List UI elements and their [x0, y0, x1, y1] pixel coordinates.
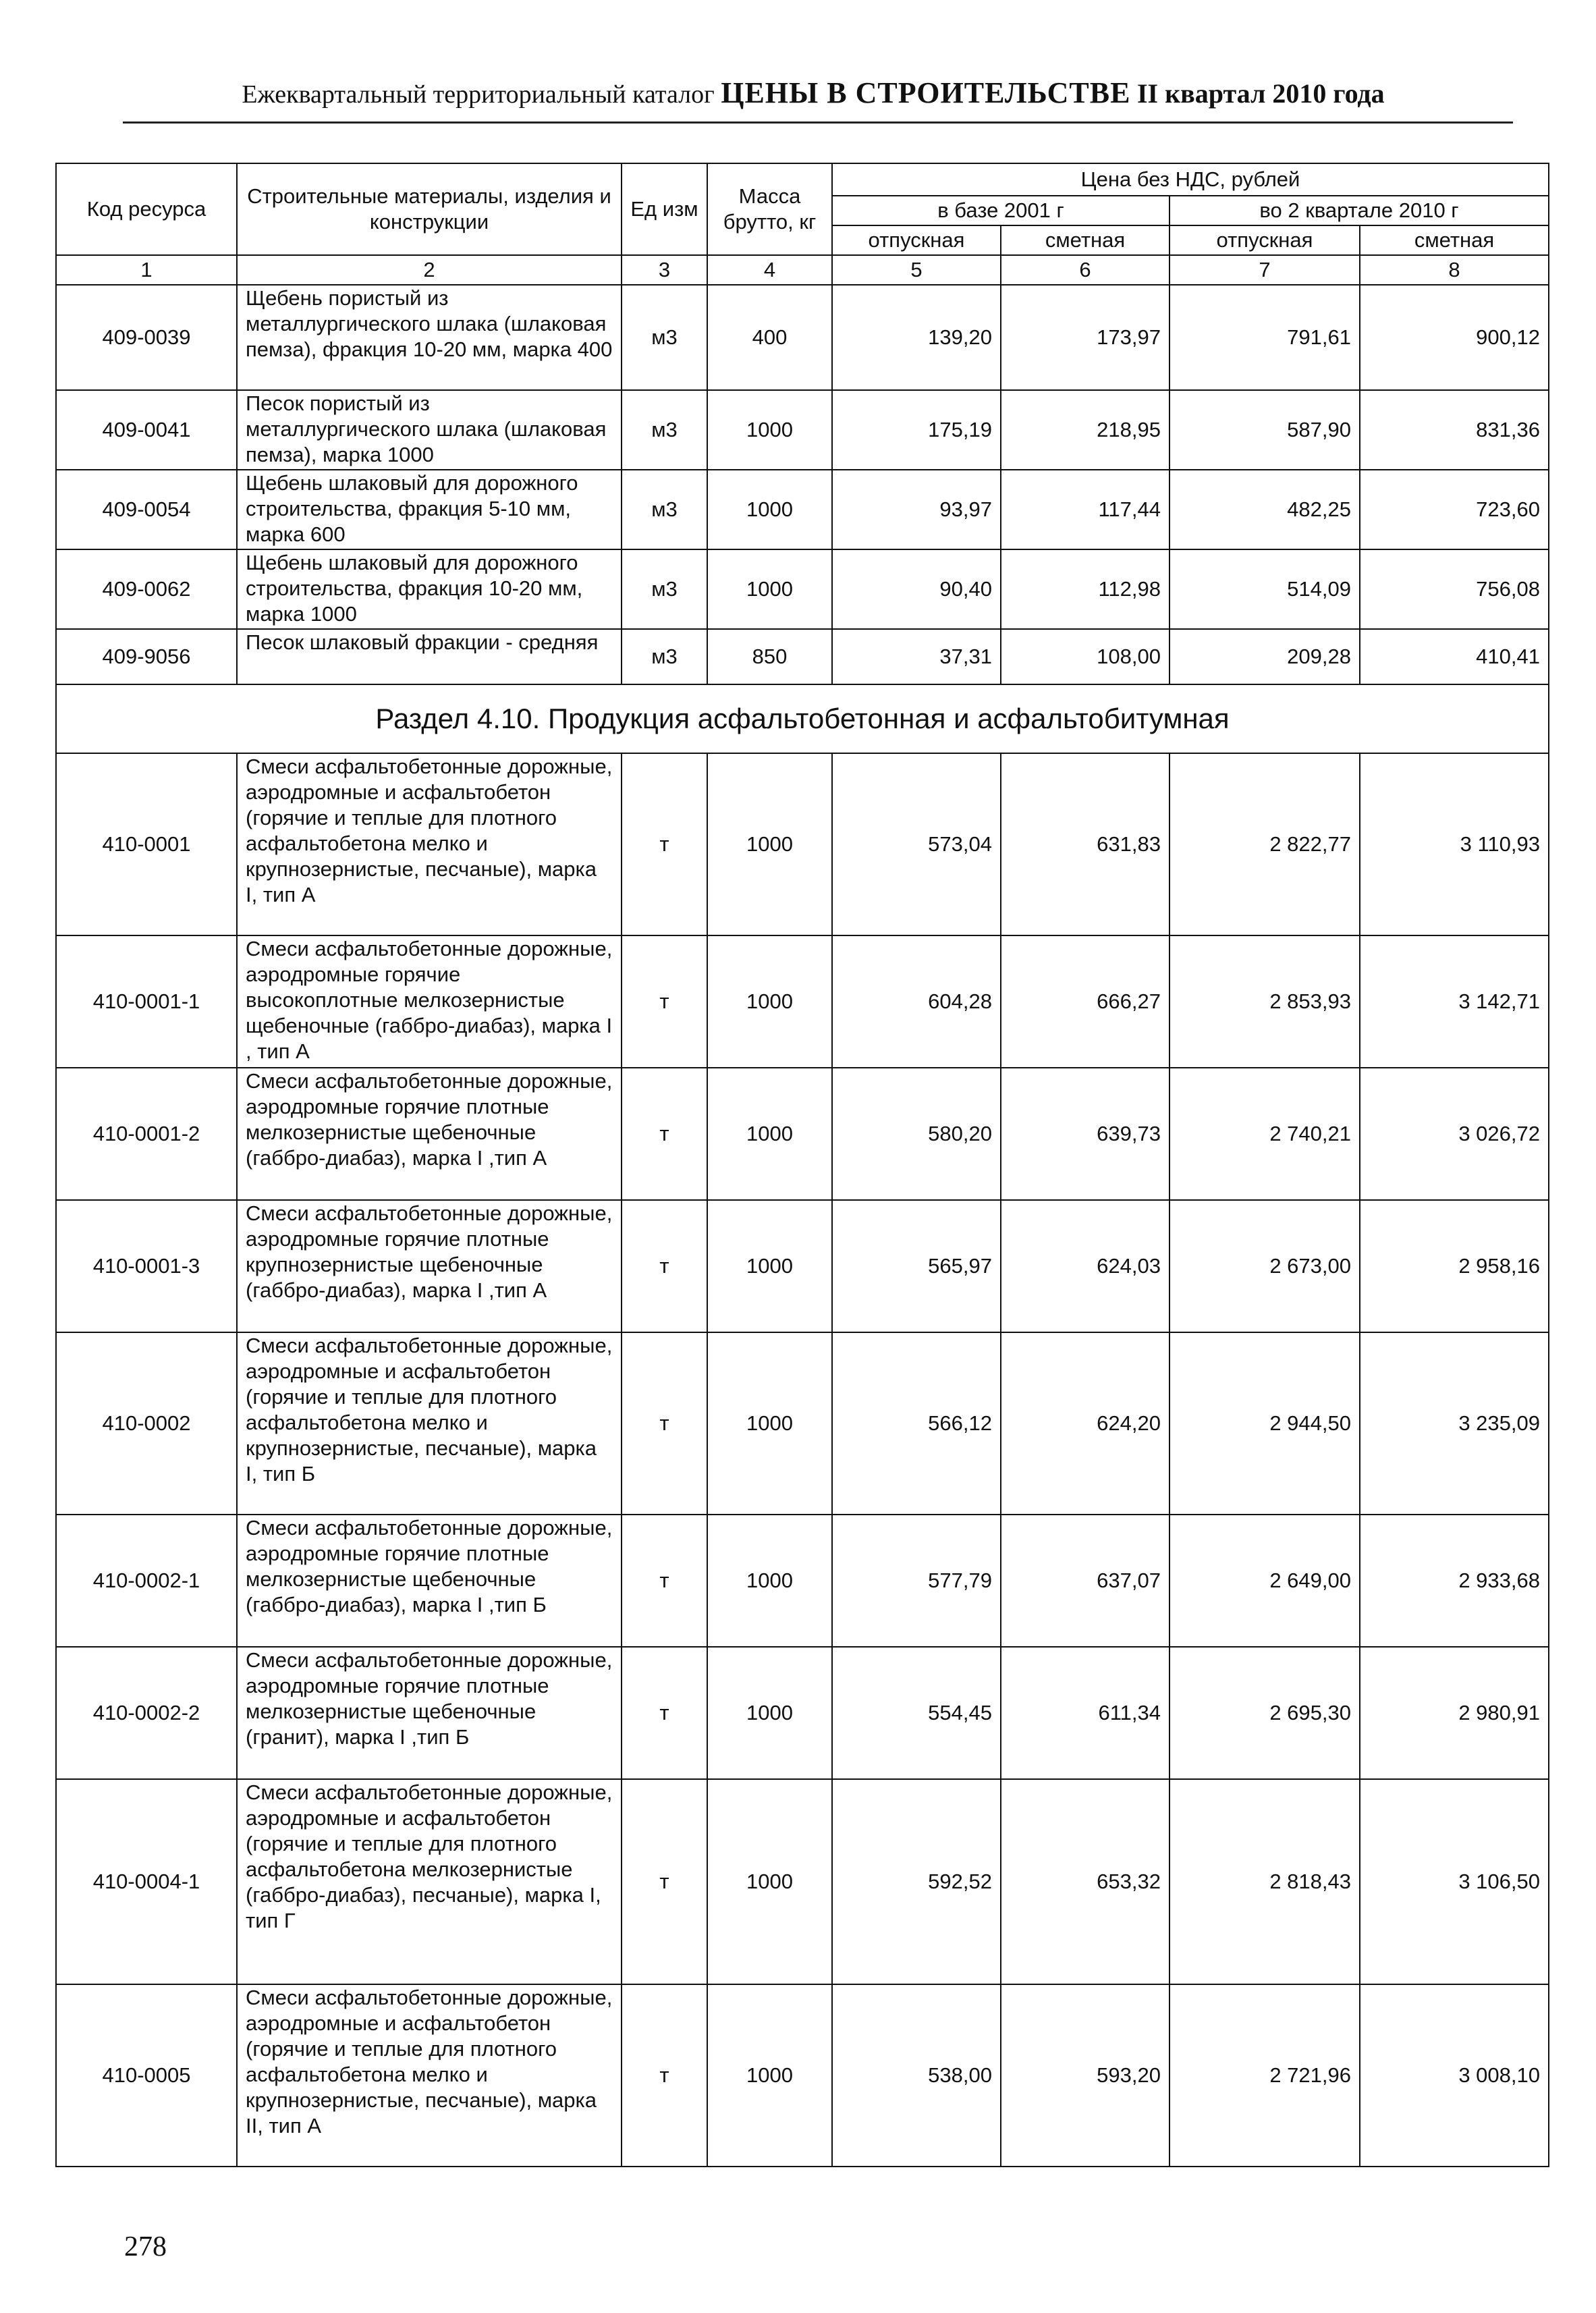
price-release-2010: 2 822,77 [1170, 753, 1360, 935]
material-name: Смеси асфальтобетонные дорожные, аэродромные горячие плотные мелкозернистые щебеночные (габбро-диабаз), марка I ,тип А [237, 1068, 622, 1200]
mass-cell: 1000 [707, 1515, 832, 1647]
price-release-2001: 565,97 [832, 1200, 1001, 1332]
material-name: Щебень шлаковый для дорожного строительства, фракция 5-10 мм, марка 600 [237, 470, 622, 549]
mass-cell: 850 [707, 629, 832, 684]
price-release-2001: 604,28 [832, 935, 1001, 1068]
unit-cell: м3 [622, 390, 707, 470]
table-header [56, 163, 1549, 285]
material-name: Смеси асфальтобетонные дорожные, аэродромные и асфальтобетон (горячие и теплые для плотного асфальтобетона мелко и крупнозернистые, песчаные), марка I, тип Б [237, 1332, 622, 1515]
resource-code: 409-0062 [56, 549, 237, 629]
catalog-prefix: Ежеквартальный территориальный каталог [242, 80, 715, 109]
price-estimate-2001: 624,20 [1001, 1332, 1170, 1515]
catalog-quarter: II квартал 2010 года [1136, 78, 1385, 109]
material-name: Песок пористый из металлургического шлака (шлаковая пемза), марка 1000 [237, 390, 622, 470]
header-code: Код ресурса [56, 163, 237, 255]
mass-cell: 1000 [707, 549, 832, 629]
table-row [56, 629, 1549, 684]
price-release-2010: 2 740,21 [1170, 1068, 1360, 1200]
price-estimate-2010: 3 008,10 [1360, 1984, 1549, 2167]
table-row [56, 1068, 1549, 1200]
resource-code: 409-0054 [56, 470, 237, 549]
price-estimate-2001: 666,27 [1001, 935, 1170, 1068]
price-estimate-2001: 611,34 [1001, 1647, 1170, 1779]
price-release-2010: 482,25 [1170, 470, 1360, 549]
unit-cell: м3 [622, 470, 707, 549]
resource-code: 409-0039 [56, 285, 237, 390]
price-release-2010: 2 944,50 [1170, 1332, 1360, 1515]
table-row [56, 1332, 1549, 1515]
price-release-2010: 587,90 [1170, 390, 1360, 470]
material-name: Смеси асфальтобетонные дорожные, аэродромные горячие высокоплотные мелкозернистые щебеночные (габбро-диабаз), марка I , тип А [237, 935, 622, 1068]
column-number: 8 [1360, 255, 1549, 285]
unit-cell: т [622, 753, 707, 935]
price-release-2010: 2 673,00 [1170, 1200, 1360, 1332]
resource-code: 410-0001-3 [56, 1200, 237, 1332]
price-release-2001: 37,31 [832, 629, 1001, 684]
price-estimate-2010: 723,60 [1360, 470, 1549, 549]
price-release-2010: 2 853,93 [1170, 935, 1360, 1068]
material-name: Смеси асфальтобетонные дорожные, аэродромные и асфальтобетон (горячие и теплые для плотного асфальтобетона мелкозернистые (габбро-диабаз), песчаные), марка I, тип Г [237, 1779, 622, 1984]
column-number: 7 [1170, 255, 1360, 285]
material-name: Смеси асфальтобетонные дорожные, аэродромные горячие плотные крупнозернистые щебеночные (габбро-диабаз), марка I ,тип А [237, 1200, 622, 1332]
unit-cell: м3 [622, 285, 707, 390]
header-q2-2010: во 2 квартале 2010 г [1170, 196, 1549, 225]
price-estimate-2001: 112,98 [1001, 549, 1170, 629]
price-release-2010: 2 721,96 [1170, 1984, 1360, 2167]
resource-code: 410-0002-1 [56, 1515, 237, 1647]
header-price: Цена без НДС, рублей [832, 163, 1549, 196]
unit-cell: м3 [622, 629, 707, 684]
price-estimate-2001: 631,83 [1001, 753, 1170, 935]
price-estimate-2010: 410,41 [1360, 629, 1549, 684]
price-estimate-2001: 173,97 [1001, 285, 1170, 390]
unit-cell: т [622, 935, 707, 1068]
mass-cell: 1000 [707, 1984, 832, 2167]
unit-cell: м3 [622, 549, 707, 629]
material-name: Щебень шлаковый для дорожного строительства, фракция 10-20 мм, марка 1000 [237, 549, 622, 629]
table-row [56, 753, 1549, 935]
resource-code: 410-0002 [56, 1332, 237, 1515]
material-name: Смеси асфальтобетонные дорожные, аэродромные горячие плотные мелкозернистые щебеночные (гранит), марка I ,тип Б [237, 1647, 622, 1779]
mass-cell: 1000 [707, 1332, 832, 1515]
price-estimate-2001: 653,32 [1001, 1779, 1170, 1984]
section-title: Раздел 4.10. Продукция асфальтобетонная и асфальтобитумная [56, 684, 1549, 753]
resource-code: 410-0005 [56, 1984, 237, 2167]
column-number: 2 [237, 255, 622, 285]
price-estimate-2010: 2 933,68 [1360, 1515, 1549, 1647]
price-release-2010: 2 818,43 [1170, 1779, 1360, 1984]
price-release-2010: 2 649,00 [1170, 1515, 1360, 1647]
price-release-2001: 554,45 [832, 1647, 1001, 1779]
table-row [56, 285, 1549, 390]
resource-code: 409-9056 [56, 629, 237, 684]
column-number: 4 [707, 255, 832, 285]
price-estimate-2010: 2 958,16 [1360, 1200, 1549, 1332]
price-estimate-2010: 3 106,50 [1360, 1779, 1549, 1984]
material-name: Смеси асфальтобетонные дорожные, аэродромные и асфальтобетон (горячие и теплые для плотного асфальтобетона мелко и крупнозернистые, песчаные), марка I, тип А [237, 753, 622, 935]
price-estimate-2001: 108,00 [1001, 629, 1170, 684]
resource-code: 410-0001-1 [56, 935, 237, 1068]
catalog-brand: ЦЕНЫ В СТРОИТЕЛЬСТВЕ [721, 76, 1131, 109]
header-mass: Масса брутто, кг [707, 163, 832, 255]
header-base-2001: в базе 2001 г [832, 196, 1170, 225]
column-number: 1 [56, 255, 237, 285]
unit-cell: т [622, 1200, 707, 1332]
mass-cell: 1000 [707, 470, 832, 549]
header-rule [123, 121, 1513, 124]
column-number: 5 [832, 255, 1001, 285]
price-estimate-2001: 593,20 [1001, 1984, 1170, 2167]
price-estimate-2010: 3 235,09 [1360, 1332, 1549, 1515]
mass-cell: 1000 [707, 1779, 832, 1984]
price-estimate-2010: 3 142,71 [1360, 935, 1549, 1068]
price-release-2001: 573,04 [832, 753, 1001, 935]
price-release-2001: 90,40 [832, 549, 1001, 629]
mass-cell: 400 [707, 285, 832, 390]
table-row [56, 1200, 1549, 1332]
mass-cell: 1000 [707, 1647, 832, 1779]
price-estimate-2001: 117,44 [1001, 470, 1170, 549]
price-estimate-2010: 831,36 [1360, 390, 1549, 470]
table-body [56, 285, 1549, 2167]
header-unit: Ед изм [622, 163, 707, 255]
resource-code: 410-0001 [56, 753, 237, 935]
material-name: Песок шлаковый фракции - средняя [237, 629, 622, 684]
price-estimate-2010: 3 110,93 [1360, 753, 1549, 935]
price-release-2001: 577,79 [832, 1515, 1001, 1647]
price-release-2001: 580,20 [832, 1068, 1001, 1200]
price-release-2001: 592,52 [832, 1779, 1001, 1984]
table-row [56, 935, 1549, 1068]
mass-cell: 1000 [707, 390, 832, 470]
price-estimate-2010: 900,12 [1360, 285, 1549, 390]
material-name: Смеси асфальтобетонные дорожные, аэродромные горячие плотные мелкозернистые щебеночные (габбро-диабаз), марка I ,тип Б [237, 1515, 622, 1647]
price-release-2010: 791,61 [1170, 285, 1360, 390]
header-release-2001: отпускная [832, 225, 1001, 255]
material-name: Щебень пористый из металлургического шлака (шлаковая пемза), фракция 10-20 мм, марка 400 [237, 285, 622, 390]
header-release-2010: отпускная [1170, 225, 1360, 255]
table-row [56, 390, 1549, 470]
page-number: 278 [124, 2231, 167, 2262]
table-row [56, 470, 1549, 549]
column-number: 3 [622, 255, 707, 285]
section-row [56, 684, 1549, 753]
unit-cell: т [622, 1515, 707, 1647]
price-estimate-2010: 3 026,72 [1360, 1068, 1549, 1200]
unit-cell: т [622, 1068, 707, 1200]
mass-cell: 1000 [707, 1200, 832, 1332]
unit-cell: т [622, 1332, 707, 1515]
resource-code: 410-0002-2 [56, 1647, 237, 1779]
price-estimate-2001: 639,73 [1001, 1068, 1170, 1200]
price-release-2001: 139,20 [832, 285, 1001, 390]
header-estimate-2010: сметная [1360, 225, 1549, 255]
resource-code: 410-0004-1 [56, 1779, 237, 1984]
price-release-2001: 538,00 [832, 1984, 1001, 2167]
page-header [128, 76, 1498, 110]
table-row [56, 549, 1549, 629]
table-row [56, 1647, 1549, 1779]
material-name: Смеси асфальтобетонные дорожные, аэродромные и асфальтобетон (горячие и теплые для плотного асфальтобетона мелко и крупнозернистые, песчаные), марка II, тип А [237, 1984, 622, 2167]
price-release-2001: 175,19 [832, 390, 1001, 470]
mass-cell: 1000 [707, 753, 832, 935]
mass-cell: 1000 [707, 1068, 832, 1200]
header-estimate-2001: сметная [1001, 225, 1170, 255]
header-name: Строительные материалы, изделия и конструкции [237, 163, 622, 255]
price-release-2001: 566,12 [832, 1332, 1001, 1515]
unit-cell: т [622, 1984, 707, 2167]
price-estimate-2010: 756,08 [1360, 549, 1549, 629]
price-estimate-2001: 624,03 [1001, 1200, 1170, 1332]
column-number-row [56, 255, 1549, 285]
resource-code: 409-0041 [56, 390, 237, 470]
unit-cell: т [622, 1779, 707, 1984]
price-release-2010: 2 695,30 [1170, 1647, 1360, 1779]
price-release-2001: 93,97 [832, 470, 1001, 549]
price-table [55, 163, 1549, 2167]
resource-code: 410-0001-2 [56, 1068, 237, 1200]
mass-cell: 1000 [707, 935, 832, 1068]
price-estimate-2010: 2 980,91 [1360, 1647, 1549, 1779]
price-release-2010: 209,28 [1170, 629, 1360, 684]
table-row [56, 1779, 1549, 1984]
price-estimate-2001: 218,95 [1001, 390, 1170, 470]
unit-cell: т [622, 1647, 707, 1779]
table-row [56, 1984, 1549, 2167]
price-release-2010: 514,09 [1170, 549, 1360, 629]
table-row [56, 1515, 1549, 1647]
column-number: 6 [1001, 255, 1170, 285]
price-estimate-2001: 637,07 [1001, 1515, 1170, 1647]
